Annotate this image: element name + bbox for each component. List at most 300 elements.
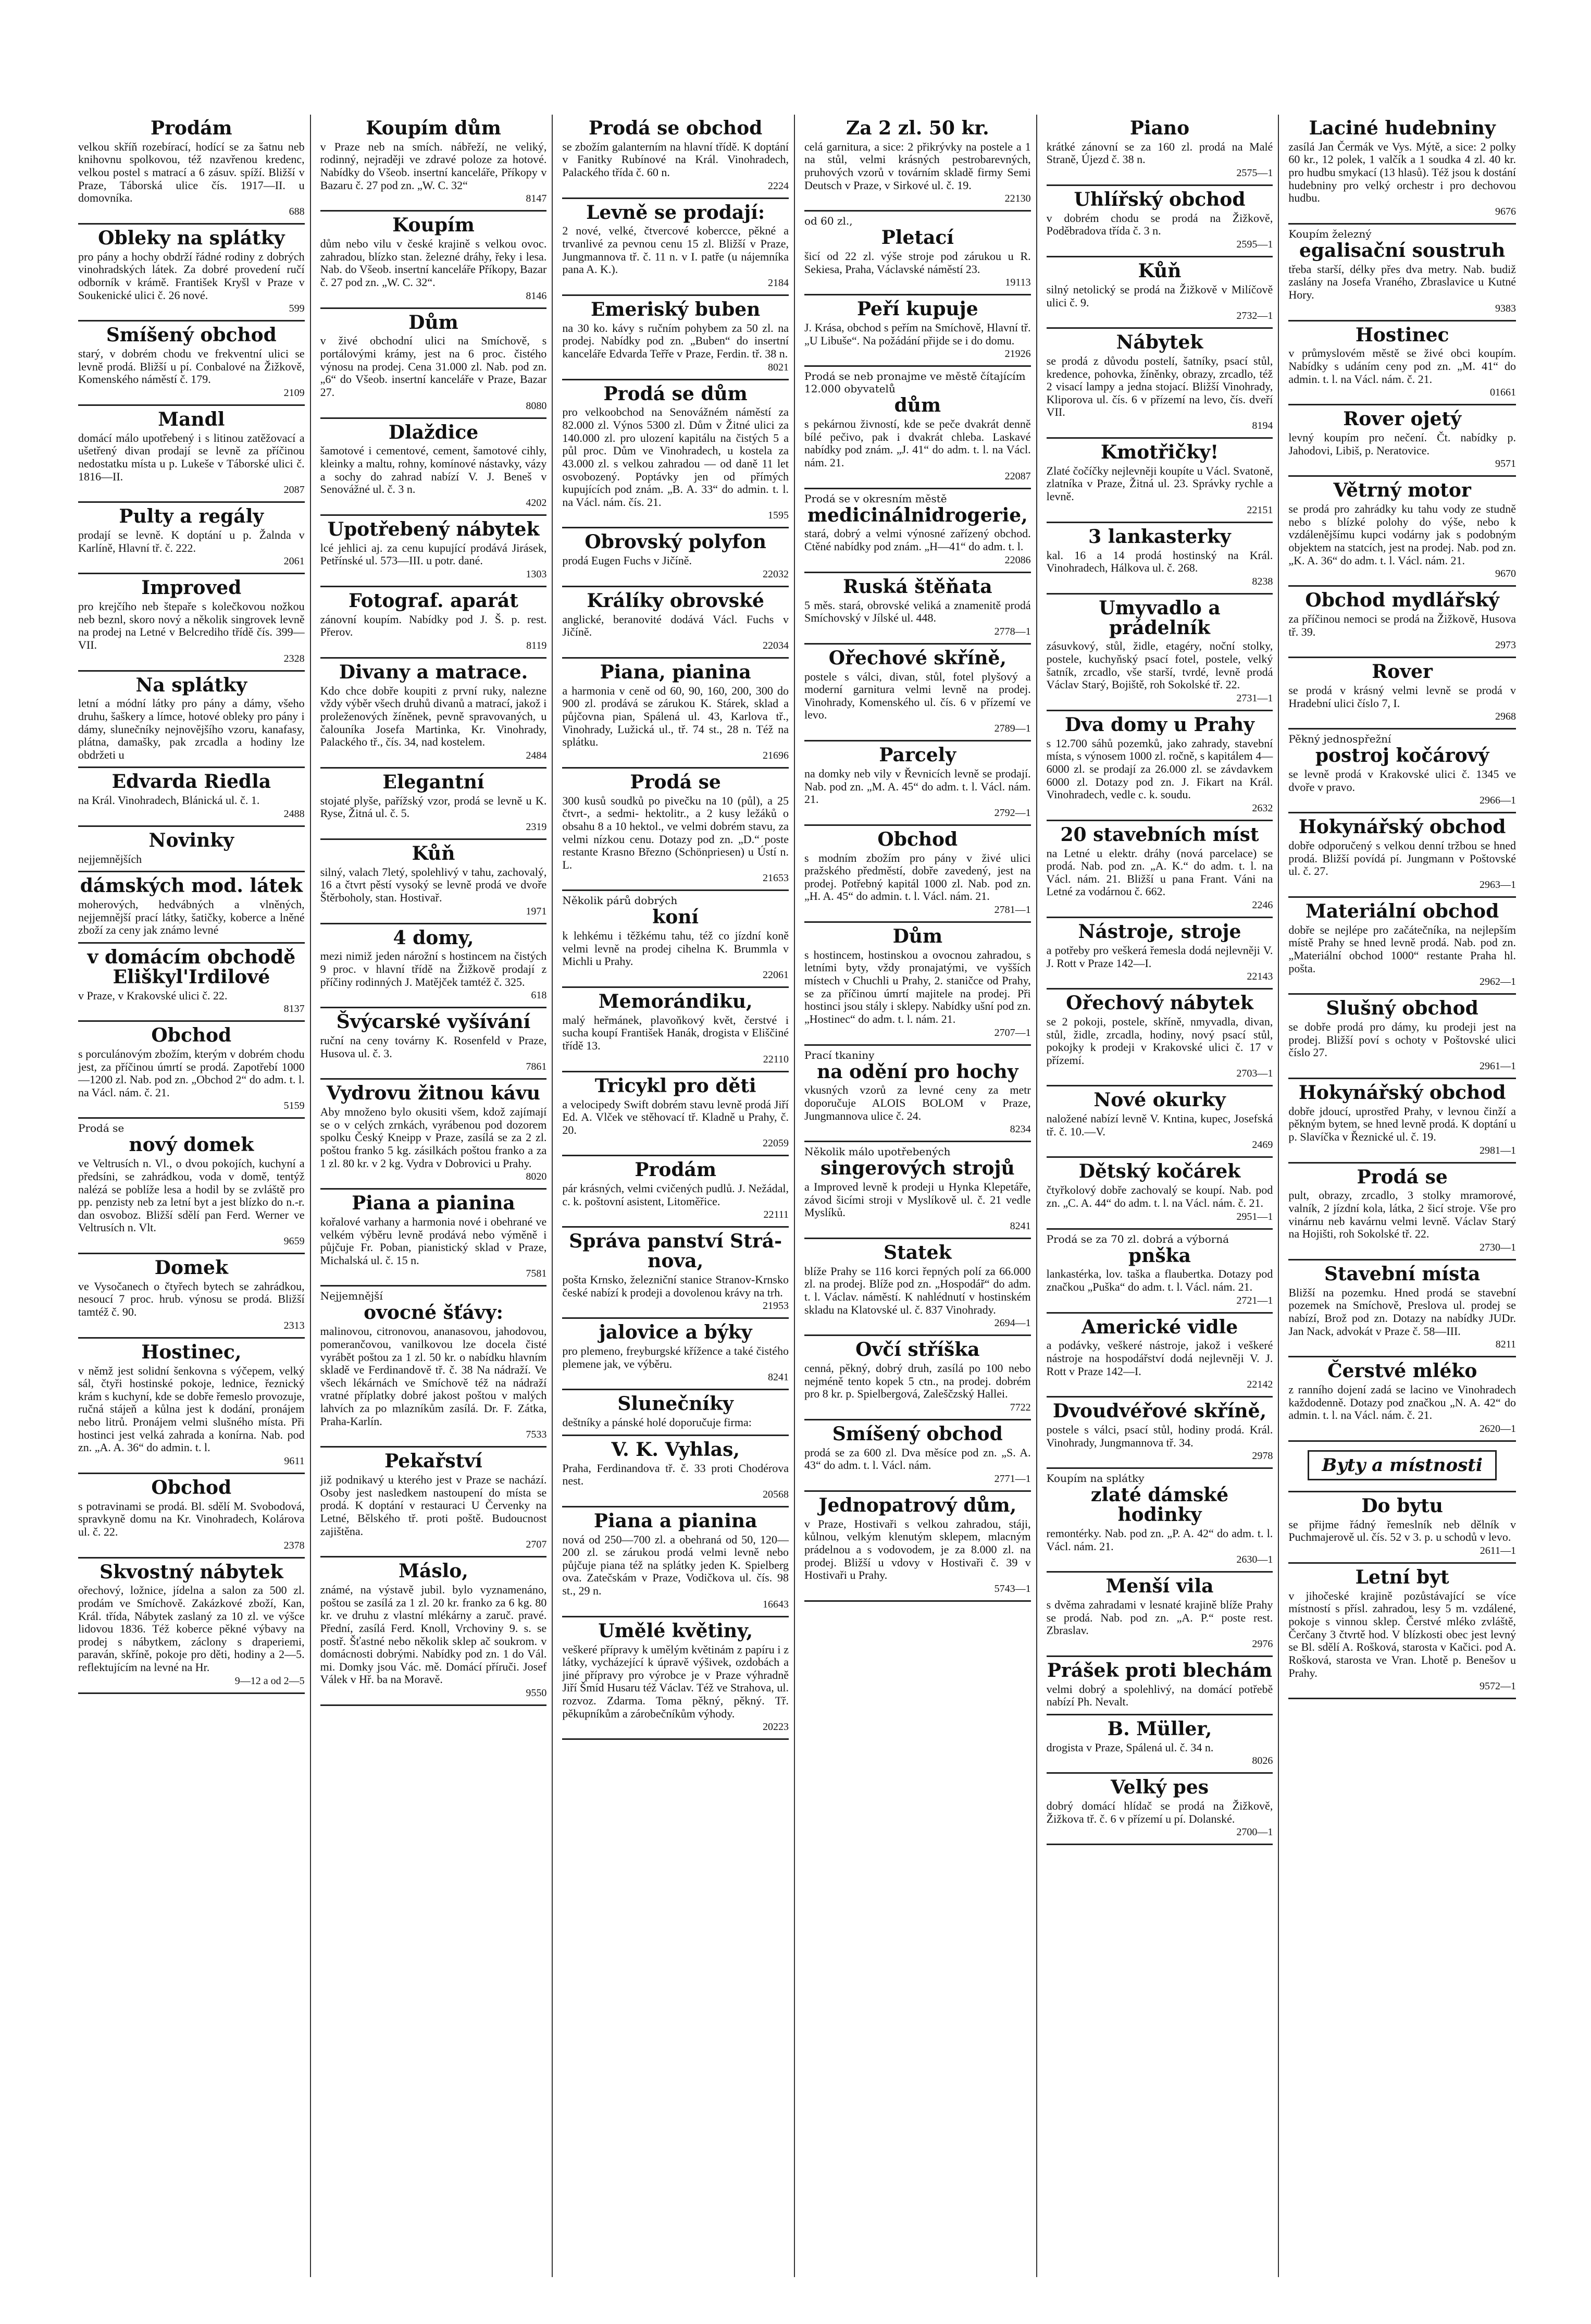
- ad-title: Materiální obchod: [1306, 900, 1499, 923]
- ad-code: 2962—1: [1479, 976, 1516, 988]
- ad-title: Pletací: [881, 227, 954, 249]
- ad-body: stojaté plyše, pařížský vzor, prodá se levně u K. Ryse, Žitná ul. č. 5.: [320, 794, 547, 820]
- classified-ad: [562, 380, 789, 529]
- ad-title: Uhlířský obchod: [1074, 189, 1246, 211]
- ad-title: Stavební místa: [1324, 1263, 1481, 1285]
- ad-body: v živé obchodní ulici na Smíchově, s portálovými krámy, jest na 6 proc. čistého výnosu na prodej. Cena 31.000 zl. Nab. pod zn. „6“ do Všeob. insertní kanceláře v Praze, Bazar 27.: [320, 334, 547, 399]
- ad-body: se dobře prodá pro dámy, ku prodeji jest na prodej. Bližší poví s ochoty v Poštovské ulici číslo 27.: [1288, 1020, 1516, 1059]
- ad-body: silný netolický se prodá na Žižkově v Milíčově ulici č. 9.: [1046, 282, 1273, 309]
- classified-ad: [320, 1190, 547, 1287]
- classified-ad: [78, 503, 305, 574]
- ad-title: Ovčí stříška: [855, 1339, 980, 1361]
- classified-ad: [1288, 995, 1516, 1079]
- classified-ad: [320, 924, 547, 1009]
- ad-title: Rover ojetý: [1343, 408, 1462, 430]
- ad-title: ovocné šťávy:: [364, 1302, 503, 1324]
- classified-ad: [562, 1436, 789, 1507]
- ad-title: Větrný motor: [1333, 479, 1471, 502]
- classified-ad: [562, 891, 789, 988]
- ad-title: Dům: [408, 311, 458, 333]
- ad-body: se 2 pokoji, postele, skříně, nmyvadla, divan, stůl, židle, zrcadla, hodiny, nový psací stůl, pokojky k prodeji v Krakovské ulici č. 17 v přízemí.: [1046, 1015, 1273, 1067]
- ad-code: 7861: [526, 1061, 547, 1073]
- ad-code: 2328: [283, 652, 305, 664]
- classified-ad: [1047, 990, 1273, 1086]
- ad-code: 5159: [283, 1100, 305, 1112]
- classified-ad: [78, 322, 305, 406]
- ad-title: Do bytu: [1361, 1494, 1443, 1517]
- ad-code: 8147: [526, 193, 547, 205]
- classified-ad: [78, 944, 305, 1022]
- ad-title: Koupím: [392, 214, 475, 237]
- classified-ad: [562, 769, 789, 892]
- classified-ad: [320, 115, 547, 212]
- ad-body: ve Veltrusích n. Vl., o dvou pokojích, kuchyní a předsíni, se zahrádkou, voda v domě, tentýž nalézá se poblíže lesa a hodil by se zvláště pro pp. penzisty neb za letní byt a jest blízko do n.-r. dan osvoboz. Bližší sdělí pan Ferd. Werner ve Veltrusích n. Vlt.: [78, 1157, 305, 1234]
- classified-ad: [320, 659, 547, 769]
- classified-ad: [804, 1420, 1031, 1492]
- ad-title: Piana, pianina: [600, 661, 751, 683]
- ad-code: 688: [289, 205, 305, 217]
- ad-body: na Král. Vinohradech, Blánická ul. č. 1.: [78, 794, 260, 807]
- ad-body: k lehkému i těžkému tahu, též co jízdní koně velmi levně na prodej cihelna K. Brummla v Michli u Prahy.: [562, 929, 789, 968]
- ad-body: zásuvkový, stůl, židle, etagéry, noční stolky, postele, kuchyňský psací fotel, postele, velký šatník, zrcadlo, vše starší, tvrdé, levně prodá Václav Starý, Bojiště, roh Sokolské tř. 22.: [1046, 639, 1273, 691]
- classified-ad: [562, 115, 789, 199]
- ad-title: zlaté dámské hodinky: [1090, 1484, 1229, 1526]
- classified-ad: [78, 406, 305, 503]
- classified-ad: [804, 295, 1031, 367]
- ad-title: Obrovský polyfon: [585, 531, 766, 553]
- ad-body: s modním zbožím pro pány v živé ulici pražského předměstí, dobře zavedený, jest na prodej. Potřebný kapitál 1000 zl. Nab. pod zn. „H. A. 45“ do admin. t. l. Václ. nám. 21.: [804, 851, 1031, 903]
- classified-ad: [1288, 587, 1516, 658]
- classified-ad: [1047, 1086, 1273, 1158]
- ad-code: 2611—1: [1480, 1545, 1516, 1556]
- ad-body: a potřeby pro veškerá řemesla dodá nejlevněji V. J. Rott v Praze 142—I.: [1046, 943, 1273, 970]
- classified-ad: [1288, 898, 1516, 995]
- ad-code: 2488: [283, 808, 305, 820]
- classified-ad: [1047, 1469, 1273, 1573]
- ad-body: se prodá v krásný velmi levně se prodá v Hradební ulici číslo 7, I.: [1288, 684, 1516, 710]
- ad-code: 2700—1: [1236, 1826, 1273, 1838]
- ad-title: Čerstvé mléko: [1327, 1360, 1477, 1382]
- ad-code: 7722: [1010, 1401, 1031, 1413]
- classified-ad: [1047, 1398, 1273, 1469]
- classified-ad: [320, 587, 547, 659]
- ad-body: ruční na ceny továrny K. Rosenfeld v Praze, Husova ul. č. 3.: [320, 1034, 547, 1060]
- ad-title: Umělé květiny,: [598, 1620, 753, 1642]
- column-4: [799, 115, 1037, 2277]
- ad-code: 22142: [1247, 1379, 1273, 1391]
- ad-title: Máslo,: [399, 1560, 468, 1583]
- ad-code: 22059: [762, 1138, 789, 1149]
- classified-ad: [804, 923, 1031, 1046]
- ad-body: šicí od 22 zl. výše stroje pod zárukou u R. Sekiesa, Praha, Václavské náměstí 23.: [804, 250, 1031, 276]
- ad-body: se přijme řádný řemeslník neb dělník v Puchmajerově ul. čís. 52 v 3. p. u schodů v levo.: [1288, 1517, 1516, 1544]
- ad-code: 2109: [283, 387, 305, 399]
- classified-ad: [1047, 1657, 1273, 1715]
- ad-title: Dlaždice: [388, 421, 479, 443]
- ad-code: 9383: [1495, 302, 1516, 314]
- ad-code: 8026: [1252, 1755, 1273, 1767]
- ad-subtitle: Prodá se: [78, 1122, 125, 1135]
- ad-code: 1303: [526, 568, 547, 580]
- ad-body: a Improved levně k prodeji u Hynka Klepetáře, závod šicími stroji v Myslíkově ul. č. 21 vedle Myslíků.: [804, 1180, 1031, 1219]
- classified-ad: [804, 826, 1031, 923]
- ad-title: Obchod: [151, 1024, 232, 1047]
- ad-title: Rover: [1372, 661, 1433, 683]
- classified-ad: [562, 1228, 789, 1319]
- classified-ad: [804, 1142, 1031, 1239]
- ad-body: se prodá z důvodu postelí, šatníky, psací stůl, kredence, pohovka, žíněnky, obrazy, zrcadlo, též 2 visací lampy a jedna stojací. Bližší Vinohrady, Kliporova ul. čís. 6 v přízemí na levo, čís. dveří VII.: [1046, 354, 1273, 419]
- classified-ad: [562, 1072, 789, 1157]
- ad-body: pro pány a hochy obdrží řádné rodiny z dobrých vinohradských látek. Za dobré provedení ručí odborník v krámě. František Kryšl v Praze v Soukenické ulici č. 26 nové.: [78, 250, 305, 302]
- ad-code: 1595: [767, 510, 789, 522]
- column-5: [1041, 115, 1279, 2277]
- ad-body: postele s válci, divan, stůl, fotel plyšový a moderní garnitura velmi levně na prodej. Vinohrady, Komenského ul. čís. 6 v přízemí ve levo.: [804, 670, 1031, 722]
- ad-subtitle: Několik málo upotřebených: [804, 1145, 951, 1158]
- ad-title: Dům: [892, 925, 943, 948]
- ad-body: levný koupím pro nečení. Čt. nabídky p. Jahodovi, Libiš, p. Neratovice.: [1288, 431, 1516, 457]
- classified-ad: [1047, 595, 1273, 711]
- classified-ad: [320, 1448, 547, 1557]
- ad-title: Mandl: [158, 408, 225, 430]
- classified-ad: [320, 769, 547, 840]
- classified-ad: [1047, 1774, 1273, 1845]
- ad-code: 2973: [1495, 639, 1516, 651]
- ad-code: 2966—1: [1479, 795, 1516, 807]
- classified-ad: [1047, 1715, 1273, 1774]
- ad-body: kořalové varhany a harmonia nové i obehrané ve velkém výběru levně prodává nebo výměně i půjčuje Fr. Poban, pianistický sklad v Praze, Michalská ul. č. 15 n.: [320, 1215, 547, 1267]
- column-2: [315, 115, 553, 2277]
- ad-title: Parcely: [879, 744, 956, 767]
- ad-code: 2981—1: [1479, 1144, 1516, 1156]
- ad-title: Tricykl pro děti: [594, 1074, 756, 1097]
- classified-ad: [804, 573, 1031, 645]
- ad-body: celá garnitura, a sice: 2 přikrývky na postele a 1 na stůl, velmi krásných pestrobarevných, pruhových vzorů v továrním skladě firmy Semi Deutsch v Praze, v Sirkové ul. č. 19.: [804, 140, 1031, 192]
- ad-code: 2184: [767, 277, 789, 289]
- ad-code: 2721—1: [1236, 1294, 1273, 1306]
- ad-code: 9611: [284, 1455, 305, 1467]
- ad-subtitle: Prodá se za 70 zl. dobrá a výborná: [1046, 1232, 1229, 1245]
- ad-title: Velký pes: [1111, 1776, 1209, 1799]
- classified-ad: [804, 367, 1031, 489]
- ad-body: dobře odporučený s velkou denní tržbou se hned prodá. Bližší povídá pí. Jungmann v Poštovské ul. č. 27.: [1288, 839, 1516, 878]
- ad-code: 20568: [762, 1488, 789, 1500]
- ad-title: Hostinec,: [141, 1341, 242, 1363]
- ad-body: naložené nabízí levně V. Kntina, kupec, Josefská tř. č. 10.—V.: [1046, 1112, 1273, 1138]
- ad-title: dům: [894, 394, 941, 417]
- ad-body: na 30 ko. kávy s ručním pohybem za 50 zl. na prodej. Nabídky pod zn. „Buben“ do insertní kanceláře Edvarda Teřře v Praze, Ferdin. tř. 38 n.: [562, 321, 789, 361]
- ad-body: čtyřkolový dobře zachovalý se koupí. Nab. pod zn. „C. A. 44“ do adm. t. l. na Václ. nám. č. 21.: [1046, 1183, 1273, 1209]
- ad-title: Emeriský buben: [590, 298, 761, 320]
- classified-ad: [1047, 523, 1273, 595]
- ad-body: drogista v Praze, Spálená ul. č. 34 n.: [1046, 1740, 1214, 1754]
- ad-subtitle: Prací tkaniny: [804, 1048, 875, 1061]
- classified-ad: [78, 1022, 305, 1119]
- ad-title: Piano: [1129, 117, 1190, 139]
- ad-body: deštníky a pánské holé doporučuje firma:: [562, 1416, 752, 1429]
- ad-body: Kdo chce dobře koupiti z první ruky, nalezne vždy výběr všech druhů divanů a matrací, jakož i proleženových žíněnek, pevně spravovaných, u čalouníka Josefa Martinka, Kr. Vinohrady, Palackého tř., čís. 34, nad kostelem.: [320, 684, 547, 749]
- classified-ad: [804, 1492, 1031, 1602]
- classified-ad: [78, 1119, 305, 1254]
- ad-code: 16643: [762, 1598, 789, 1610]
- ad-code: 2731—1: [1236, 692, 1273, 704]
- ad-title: Prodá se: [630, 771, 721, 793]
- ad-title: Domek: [154, 1257, 228, 1279]
- ad-body: se zbožím galanterním na hlavní třídě. K doptání v Fanitky Rubínové na Král. Vinohradech, Palackého třída č. 60 n.: [562, 140, 789, 179]
- ad-body: vkusných vzorů za levné ceny za metr doporučuje ALOIS BOLOM v Praze, Jungmannova ulice č. 24.: [804, 1083, 1031, 1122]
- ad-code: 8020: [526, 1171, 547, 1183]
- ad-body: pár krásných, velmi cvičených pudlů. J. Nežádal, c. k. poštovní asistent, Litoměřice.: [562, 1182, 789, 1208]
- classified-ad: [78, 872, 305, 944]
- ad-body: dům nebo vilu v české krajině s velkou ovoc. zahradou, blízko stan. železné dráhy, řeky i lesa. Nab. do Všeob. insertní kanceláře Příkopy, Bazar č. 27 pod zn. „W. C. 32“.: [320, 237, 547, 289]
- ad-title: Slunečníky: [617, 1393, 734, 1415]
- classified-ad: [562, 659, 789, 769]
- classified-ad: [78, 225, 305, 322]
- ad-body: velmi dobrý a spolehlivý, na domácí potřebě nabízí Ph. Nevalt.: [1046, 1682, 1273, 1709]
- ad-code: 9659: [283, 1235, 305, 1247]
- ad-code: 2707—1: [994, 1027, 1031, 1039]
- ad-title: Prodám: [151, 117, 232, 139]
- ad-code: 2781—1: [994, 904, 1031, 916]
- ad-code: 21953: [762, 1300, 789, 1312]
- classified-ad: [562, 1319, 789, 1390]
- ad-body: J. Krása, obchod s peřím na Smíchově, Hlavní tř. „U Libuše“. Na požádání přijde se i do domu.: [804, 321, 1031, 347]
- ad-title: Obchod: [877, 828, 958, 850]
- classified-ad: [804, 212, 1031, 295]
- classified-ad: [562, 296, 789, 380]
- classified-ad: [1047, 711, 1273, 821]
- ad-code: 2469: [1252, 1139, 1273, 1151]
- newspaper-page: [73, 115, 1521, 2277]
- ad-code: 2694—1: [994, 1317, 1031, 1329]
- ad-code: 2951—1: [1236, 1210, 1273, 1222]
- classified-ad: [320, 1080, 547, 1190]
- ad-code: 22061: [762, 969, 789, 981]
- ad-body: a podávky, veškeré nástroje, jakož i veškeré nástroje na hospodářství dodá nejlevněji V. J. Rott v Praze 142—I.: [1046, 1339, 1273, 1378]
- classified-ad: [1288, 115, 1516, 225]
- ad-body: v průmyslovém městě se živé obci koupím. Nabídky s udáním ceny pod zn. „M. 41“ do admin. t. l. na Václ. nám. č. 21.: [1288, 347, 1516, 386]
- ad-title: Piana a pianina: [593, 1510, 757, 1532]
- ad-body: pult, obrazy, zrcadlo, 3 stolky mramorové, valník, 2 jízdní kola, látka, 2 šicí stroje. Vše pro vinárnu neb kavárnu velmi levně. Václav Starý na Hojišti, roh Sokolské tř. 22.: [1288, 1189, 1516, 1241]
- ad-title: Smíšený obchod: [106, 324, 277, 347]
- ad-title: nový domek: [129, 1134, 254, 1156]
- ad-code: 2620—1: [1479, 1423, 1516, 1435]
- ad-code: 22032: [762, 568, 789, 580]
- ad-title: Smíšený obchod: [832, 1423, 1003, 1445]
- ad-body: s porculánovým zbožím, kterým v dobrém chodu jest, za příčinou úmrtí se prodá. Zapotřebí 1000—1200 zl. Nab. pod zn. „Obchod 2“ do adm. t. l. na Václ. nám. č. 21.: [78, 1047, 305, 1099]
- classified-ad: [78, 1339, 305, 1474]
- ad-body: pošta Krnsko, železniční stanice Stranov-Krnsko české nabízí k prodeji a dovolenou krávy na trh.: [562, 1273, 789, 1299]
- ad-body: pro velkoobchod na Senovážném náměstí za 82.000 zl. Výnos 5300 zl. Dům v Žitné ulici za 140.000 zl. pro ulození kapitálu na čistých 5 a půl proc. Dům ve Vinohradech, u kostela za 43.000 zl. s velkou zahradou — od daně 11 let osvobozený. Poptávky jen od přímých kupujících pod znám. „B. A. 33“ do admin. t. l. na Václ. nám. čís. 21.: [562, 405, 789, 509]
- ad-body: 300 kusů soudků po pivečku na 10 (půl), a 25 čtvrt-, a sedmi- hektolitr., a 2 kusy ležáků o obsahu 8 a 10 hektol., ve velmi dobrém stavu, za velmi nízkou cenu. Dotazy pod zn. „D.“ poste restante Krasno Březno (Schönpriesen) u Ústí n. L.: [562, 794, 789, 871]
- ad-code: 9550: [526, 1687, 547, 1699]
- ad-body: za příčinou nemoci se prodá na Žižkově, Husova tř. 39.: [1288, 612, 1516, 638]
- classified-ad: [78, 1559, 305, 1694]
- ad-code: 2224: [767, 180, 789, 192]
- ad-title: Laciné hudebniny: [1309, 117, 1496, 139]
- classified-ad: [1047, 115, 1273, 186]
- ad-body: a velocipedy Swift dobrém stavu levně prodá Jiří Ed. A. Vlček ve stěhovací tř. Kladně u Prahy, č. 20.: [562, 1097, 789, 1136]
- ad-title: Jednopatrový dům,: [818, 1494, 1017, 1516]
- ad-code: 2630—1: [1236, 1554, 1273, 1566]
- ad-title: egalisační soustruh: [1299, 239, 1506, 262]
- ad-title: V. K. Vyhlas,: [611, 1438, 740, 1461]
- ad-code: 9676: [1495, 205, 1516, 217]
- ad-title: 20 stavebních míst: [1060, 823, 1259, 846]
- ad-body: v dobrém chodu se prodá na Žižkově, Poděbradova třída č. 3 n.: [1046, 211, 1273, 238]
- ad-body: s dvěma zahradami v lesnaté krajině blíže Prahy se prodá. Nab. pod zn. „A. P.“ poste rest. Zbraslav.: [1046, 1598, 1273, 1637]
- ad-title: Obchod: [151, 1476, 232, 1499]
- classified-ad: [1047, 918, 1273, 990]
- ad-code: 2575—1: [1236, 167, 1273, 179]
- classified-ad: [1288, 658, 1516, 730]
- ad-body: s pekárnou živností, kde se peče dvakrát denně bílé pečivo, pak i dvakrát chleba. Laskavé nabídky pod znám. „J. 41“ do adm. t. l. na Václ. nám. 21.: [804, 417, 1031, 469]
- ad-body: prodají se levně. K doptání u p. Žalnda v Karlíně, Hlavní tř. č. 222.: [78, 528, 305, 554]
- classified-ad: [1288, 322, 1516, 406]
- ad-title: Obchod mydlářský: [1305, 589, 1499, 612]
- classified-ad: [1288, 405, 1516, 477]
- classified-ad: [562, 587, 789, 659]
- ad-body: ve Vysočanech o čtyřech bytech se zahrádkou, nesoucí 7 proc. hrub. výnosu se prodá. Bližší tamtéž č. 90.: [78, 1279, 305, 1319]
- ad-title: Prodá se: [1357, 1166, 1448, 1188]
- ad-title: Kmotřičky!: [1100, 441, 1219, 464]
- ad-code: 2087: [283, 484, 305, 496]
- classified-ad: [562, 528, 789, 587]
- ad-subtitle: Několik párů dobrých: [562, 894, 678, 907]
- classified-ad: [1288, 1079, 1516, 1164]
- ad-code: 8241: [767, 1371, 789, 1383]
- classified-ad: [1047, 439, 1273, 523]
- classified-ad: [320, 1008, 547, 1080]
- ad-title: Na splátky: [135, 674, 247, 696]
- ad-body: malinovou, citronovou, ananasovou, jahodovou, pomerančovou, vanilkovou lze docela čisté vyrábět poštou za 1 zl. 50 kr. o nabídku hlavním skladě ve Ferdinandově tř. č. 38 Na nádraží. Ve všech lékárnách ve Smíchově též na nádraží vratné příplatky dobré jakost poštou v malých lahvích za po mlazníkům zasílá. Dr. F. Zátka, Praha-Karlín.: [320, 1325, 547, 1428]
- ad-body: z ranního dojení zadá se lacino ve Vinohradech každodenně. Dotazy pod značkou „N. A. 42“ do admin. t. l. na Václ. nám. č. 21.: [1288, 1383, 1516, 1422]
- classified-ad: [320, 516, 547, 587]
- ad-title: Slušný obchod: [1326, 997, 1478, 1020]
- classified-ad: [1288, 730, 1516, 813]
- ad-code: 9670: [1495, 568, 1516, 580]
- classified-ad: [78, 1254, 305, 1339]
- ad-title: Nástroje, stroje: [1078, 921, 1241, 943]
- classified-ad: [78, 574, 305, 671]
- ad-title: Pekařství: [384, 1450, 482, 1473]
- classified-ad: [804, 645, 1031, 741]
- ad-body: 5 měs. stará, obrovské veliká a znamenitě prodá Smíchovský v Jílské ul. 448.: [804, 598, 1031, 625]
- column-6: [1283, 115, 1521, 2277]
- ad-title: Levně se prodají:: [586, 201, 765, 224]
- ad-code: 21926: [1004, 348, 1031, 360]
- ad-code: 5743—1: [994, 1583, 1031, 1594]
- ad-code: 8238: [1252, 575, 1273, 587]
- ad-code: 8234: [1010, 1123, 1031, 1135]
- ad-title: Edvarda Riedla: [111, 771, 271, 793]
- ad-title: Kůň: [412, 842, 455, 864]
- ad-body: Bližší na pozemku. Hned prodá se stavební pozemek na Smíchově, Preslova ul. prodej se nabízí, Brož pod zn. Dotazy na nabídky JUDr. Jan Nack, advokát v Praze č. 58—III.: [1288, 1285, 1516, 1338]
- ad-code: 618: [531, 990, 547, 1002]
- ad-title: Správa panství Strá-nova,: [569, 1230, 782, 1272]
- ad-title: Elegantní: [382, 771, 484, 793]
- ad-body: letní a módní látky pro pány a dámy, všeho druhu, šaškery a límce, hotové obleky pro pány i dámy, slunečníky nejnovějšího vzoru, kanafasy, plátna, damašky, pak zrcadla a hodiny lze obdržeti u: [78, 697, 305, 761]
- ad-body: s potravinami se prodá. Bl. sdělí M. Svobodová, spravkyně domu na Kr. Vinohradech, Kolárova ul. č. 22.: [78, 1499, 305, 1538]
- ad-code: 2976: [1252, 1638, 1273, 1650]
- ad-code: 1971: [526, 905, 547, 917]
- ad-code: 22087: [1004, 470, 1031, 482]
- classified-ad: [78, 768, 305, 826]
- ad-body: lcé jehlici aj. za cenu kupující prodává Jirásek, Petřínské ul. 573—III. u potr. dané.: [320, 541, 547, 567]
- ad-body: již podnikavý u kterého jest v Praze se nachází. Osoby jest nasledkem nastoupení do místa se prodá. K doptání v restauraci U Červenky na Letné, Bělského tř. proti poště. Budoucnost zajištěna.: [320, 1473, 547, 1538]
- ad-body: pro krejčího neb štepaře s kolečkovou nožkou neb beznl, skoro nový a několik singrovek levně na prodej na Letné v Belcrediho třídě čís. 399—VII.: [78, 600, 305, 651]
- ad-title: Nábytek: [1116, 331, 1203, 354]
- classified-ad: [320, 309, 547, 419]
- ad-code: 8137: [283, 1003, 305, 1015]
- ad-title: Obleky na splátky: [98, 227, 285, 249]
- ad-title: singerových strojů: [820, 1157, 1015, 1180]
- ad-title: Letní byt: [1355, 1566, 1449, 1588]
- ad-body: s 12.700 sáhů pozemků, jako zahrady, stavební místa, s výnosem 1000 zl. ročně, s kapitálem 4—6000 zl. se prodají za 26.000 zl. se závdavkem 6000 zl. Dotazy pod zn. J. Fikart na Král. Vinohradech, vedle c. k. soudu.: [1046, 736, 1273, 801]
- ad-code: 2484: [526, 749, 547, 761]
- classified-ad: [1288, 1492, 1516, 1564]
- classified-ad: [1288, 1260, 1516, 1357]
- ad-title: Hokynářský obchod: [1298, 1082, 1506, 1104]
- ad-body: moherových, hedvábných a vlněných, nejjemnější prací látky, šatičky, koberce a lněné zboží za ceny jak známo levné: [78, 898, 305, 937]
- ad-code: 22151: [1247, 504, 1273, 516]
- ad-title: Menší vila: [1105, 1575, 1214, 1598]
- ad-subtitle: od 60 zl.,: [804, 215, 853, 228]
- ad-body: na Letné u elektr. dráhy (nová parcelace) se prodá. Nab. pod zn. „A. K.“ do adm. t. l. na Václ. nám. 21. Bližší u pana Frant. Váni na Letné za vodárnou č. 662.: [1046, 846, 1273, 898]
- ad-title: Švýcarské vyšívání: [336, 1011, 531, 1033]
- ad-body: ořechový, ložnice, jídelna a salon za 500 zl. prodám ve Smíchově. Zakázkové zboží, Kan, Král. třída, Nábytek zaslaný za 10 zl. ve výšce lidovou 1836. Též koberce pěkné výbavy na prodej s nábytkem, záclony s draperiemi, paraván, skříně, pokoje pro děti, hodiny a 2—5. reflektujícím na levné na Hr.: [78, 1584, 305, 1674]
- ad-title: Hostinec: [1355, 324, 1449, 346]
- classified-ad: [1047, 257, 1273, 329]
- ad-body: 2 nové, velké, čtvercové kobercce, pěkné a trvanlivé za pevnou cenu 15 zl. Bližší v Praze, Jungmannova tř. č. 11 n. v I. patře (u nájemníka pana A. K.).: [562, 224, 789, 276]
- ad-title: Koupím dům: [366, 117, 501, 139]
- ad-code: 2246: [1252, 899, 1273, 911]
- classified-ad: [78, 115, 305, 225]
- section-heading-wrap: [1288, 1445, 1516, 1486]
- ad-code: 7533: [526, 1429, 547, 1441]
- ad-body: velkou skříň rozebírací, hodící se za šatnu neb knihovnu spolkovou, též nzavřenou kredenc, velkou postel s matrací a 6 zásuv. spíží. Bližší v Praze, Táborská ulice čís. 1917—II. u domovníka.: [78, 140, 305, 205]
- ad-title: Piana a pianina: [352, 1192, 515, 1215]
- ad-code: 2732—1: [1236, 310, 1273, 322]
- ad-body: mezi nimiž jeden nárožní s hostincem na čistých 9 proc. v hlavní třídě na Žižkově prodají z příčiny rodinných J. Matějček tamtéž č. 325.: [320, 949, 547, 988]
- classified-ad: [1288, 1442, 1516, 1492]
- classified-ad: [1047, 1230, 1273, 1314]
- section-heading: Byty a místnosti: [1308, 1450, 1497, 1480]
- classified-ad: [804, 489, 1031, 573]
- ad-body: Praha, Ferdinandova tř. č. 33 proti Chodérova nest.: [562, 1461, 789, 1488]
- ad-body: remontérky. Nab. pod zn. „P. A. 42“ do adm. t. l. Václ. nám. 21.: [1046, 1526, 1273, 1553]
- ad-title: 4 domy,: [393, 926, 474, 949]
- ad-code: 22130: [1004, 193, 1031, 205]
- ad-body: lankastérka, lov. taška a flaubertka. Dotazy pod značkou „Puška“ do adm. t. l. Václ. nám. 21.: [1046, 1267, 1273, 1293]
- ad-title: Dvoudvéřové skříně,: [1052, 1400, 1267, 1423]
- ad-body: veškeré přípravy k umělým květinám z papíru i z látky, vycházející k úpravě výšivek, ozdobách a jiné přípravy pro výrobce je v Praze výhradně Jiří Šmíd Husaru též Václav. Též ve Strahova, ul. rozvoz. Zdarma. Toma pěkný, pěkný. Tř. pěkupníkům a zárobečníkům výhody.: [562, 1642, 789, 1720]
- ad-title: Dětský kočárek: [1078, 1160, 1241, 1183]
- classified-ad: [562, 988, 789, 1072]
- ad-code: 2789—1: [994, 723, 1031, 735]
- ad-title: Za 2 zl. 50 kr.: [846, 117, 989, 139]
- ad-code: 2961—1: [1479, 1060, 1516, 1072]
- ad-title: medicinálnidrogerie,: [807, 504, 1028, 526]
- ad-body: v Praze, v Krakovské ulici č. 22.: [78, 988, 228, 1002]
- classified-ad: [320, 419, 547, 516]
- ad-body: nejjemnějších: [78, 852, 142, 866]
- ad-body: malý heřmánek, plavoňkový květ, čerstvé i sucha koupí František Hanák, drogista v Eliščiné třídě 13.: [562, 1013, 789, 1053]
- ad-code: 22110: [763, 1053, 789, 1065]
- ad-code: 2968: [1495, 711, 1516, 723]
- ad-body: třeba starší, délky přes dva metry. Nab. budiž zaslány na Josefa Vraného, Zbraslavice u Kutné Hory.: [1288, 262, 1516, 301]
- classified-ad: [562, 1507, 789, 1617]
- ad-subtitle: Koupím na splátky: [1046, 1472, 1145, 1485]
